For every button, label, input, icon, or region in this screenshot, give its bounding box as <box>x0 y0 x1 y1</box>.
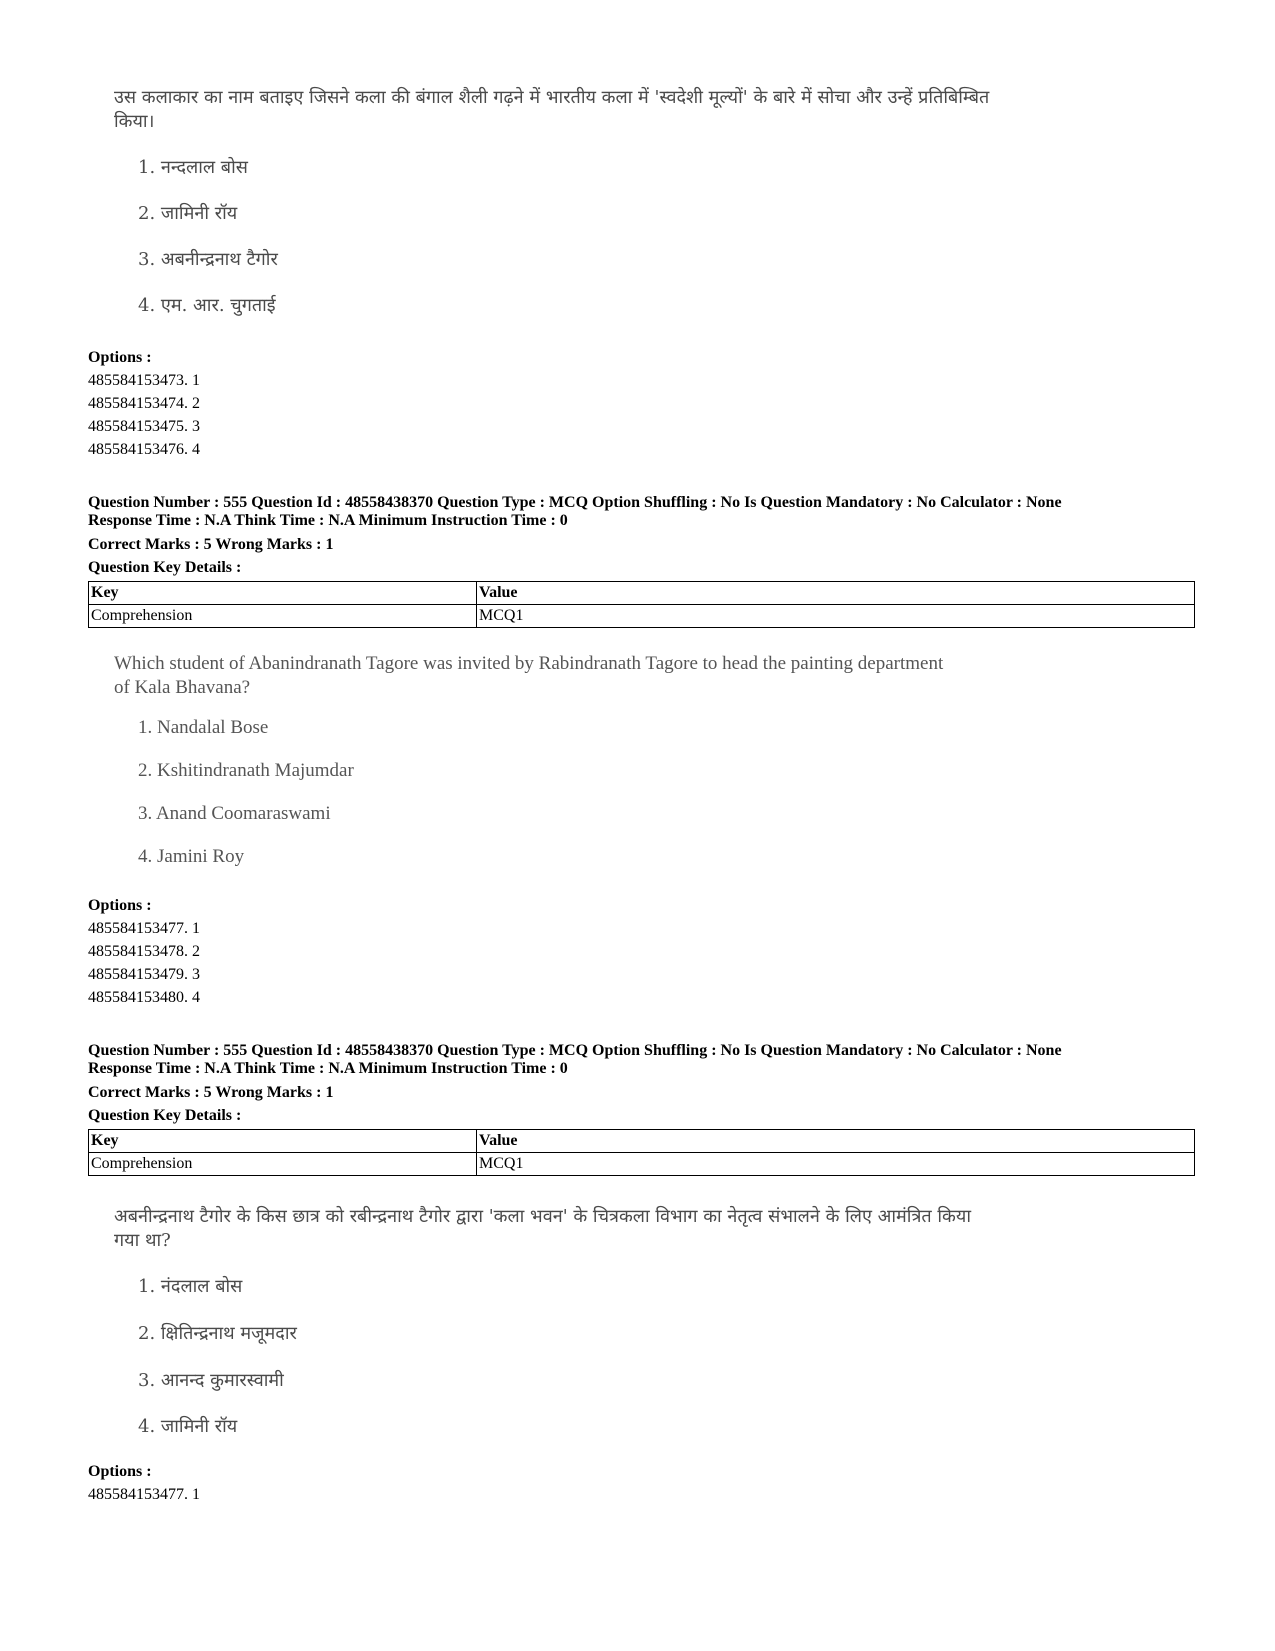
question-image-hindi-1 <box>114 86 994 316</box>
table-cell-value: MCQ1 <box>477 605 1195 628</box>
option-id-line: 485584153473. 1 <box>88 372 200 389</box>
question-marks: Correct Marks : 5 Wrong Marks : 1 <box>88 1084 334 1101</box>
table-header-key: Key <box>89 582 477 605</box>
question-option-3: 3. अबनीन्द्रनाथ टैगोर <box>138 249 278 270</box>
table-cell-key: Comprehension <box>89 605 477 628</box>
question-option-4: 4. एम. आर. चुगताई <box>138 295 276 316</box>
question-option-3: 3. Anand Coomaraswami <box>138 803 331 824</box>
options-label: Options : <box>88 1463 152 1480</box>
table-header-value: Value <box>477 1130 1195 1153</box>
options-label: Options : <box>88 349 152 366</box>
question-option-3: 3. आनन्द कुमारस्वामी <box>138 1370 284 1391</box>
question-key-details-label: Question Key Details : <box>88 559 242 576</box>
question-image-hindi-2 <box>114 1205 994 1437</box>
question-meta-line: Response Time : N.A Think Time : N.A Minimum Instruction Time : 0 <box>88 512 568 529</box>
option-id-line: 485584153479. 3 <box>88 966 200 983</box>
question-key-table <box>88 1129 1195 1176</box>
question-key-details-label: Question Key Details : <box>88 1107 242 1124</box>
option-id-line: 485584153476. 4 <box>88 441 200 458</box>
options-label: Options : <box>88 897 152 914</box>
question-marks: Correct Marks : 5 Wrong Marks : 1 <box>88 536 334 553</box>
table-header-key: Key <box>89 1130 477 1153</box>
question-option-1: 1. नन्दलाल बोस <box>138 157 248 178</box>
option-id-line: 485584153480. 4 <box>88 989 200 1006</box>
question-option-2: 2. क्षितिन्द्रनाथ मजूमदार <box>138 1323 297 1344</box>
option-id-line: 485584153478. 2 <box>88 943 200 960</box>
question-option-1: 1. नंदलाल बोस <box>138 1276 243 1297</box>
question-option-2: 2. Kshitindranath Majumdar <box>138 760 354 781</box>
table-cell-value: MCQ1 <box>477 1153 1195 1176</box>
question-option-2: 2. जामिनी रॉय <box>138 203 238 224</box>
option-id-line: 485584153477. 1 <box>88 1486 200 1503</box>
table-cell-key: Comprehension <box>89 1153 477 1176</box>
question-option-1: 1. Nandalal Bose <box>138 717 269 738</box>
table-header-value: Value <box>477 582 1195 605</box>
question-option-4: 4. Jamini Roy <box>138 846 245 867</box>
question-meta-line: Question Number : 555 Question Id : 48558438370 Question Type : MCQ Option Shuffling : No Is Question Mandatory : No Calculator : None <box>88 1042 1062 1059</box>
option-id-line: 485584153474. 2 <box>88 395 200 412</box>
question-key-table <box>88 581 1195 628</box>
table-header-row <box>89 582 1195 605</box>
question-image-english <box>114 652 954 867</box>
table-header-row <box>89 1130 1195 1153</box>
option-id-line: 485584153477. 1 <box>88 920 200 937</box>
question-meta-line: Response Time : N.A Think Time : N.A Minimum Instruction Time : 0 <box>88 1060 568 1077</box>
question-stem: उस कलाकार का नाम बताइए जिसने कला की बंगाल शैली गढ़ने में भारतीय कला में 'स्वदेशी मूल्यों' के बारे में सोचा और उन्हें प्रतिबिम्बित किया। <box>114 87 990 132</box>
question-stem: Which student of Abanindranath Tagore was invited by Rabindranath Tagore to head the painting department of Kala Bhavana? <box>114 653 944 698</box>
question-option-4: 4. जामिनी रॉय <box>138 1416 238 1437</box>
option-id-line: 485584153475. 3 <box>88 418 200 435</box>
question-stem: अबनीन्द्रनाथ टैगोर के किस छात्र को रबीन्द्रनाथ टैगोर द्वारा 'कला भवन' के चित्रकला विभाग का नेतृत्व संभालने के लिए आमंत्रित किया गया था? <box>114 1206 971 1251</box>
table-row <box>89 605 1195 628</box>
table-row <box>89 1153 1195 1176</box>
question-meta-line: Question Number : 555 Question Id : 48558438370 Question Type : MCQ Option Shuffling : No Is Question Mandatory : No Calculator : None <box>88 494 1062 511</box>
